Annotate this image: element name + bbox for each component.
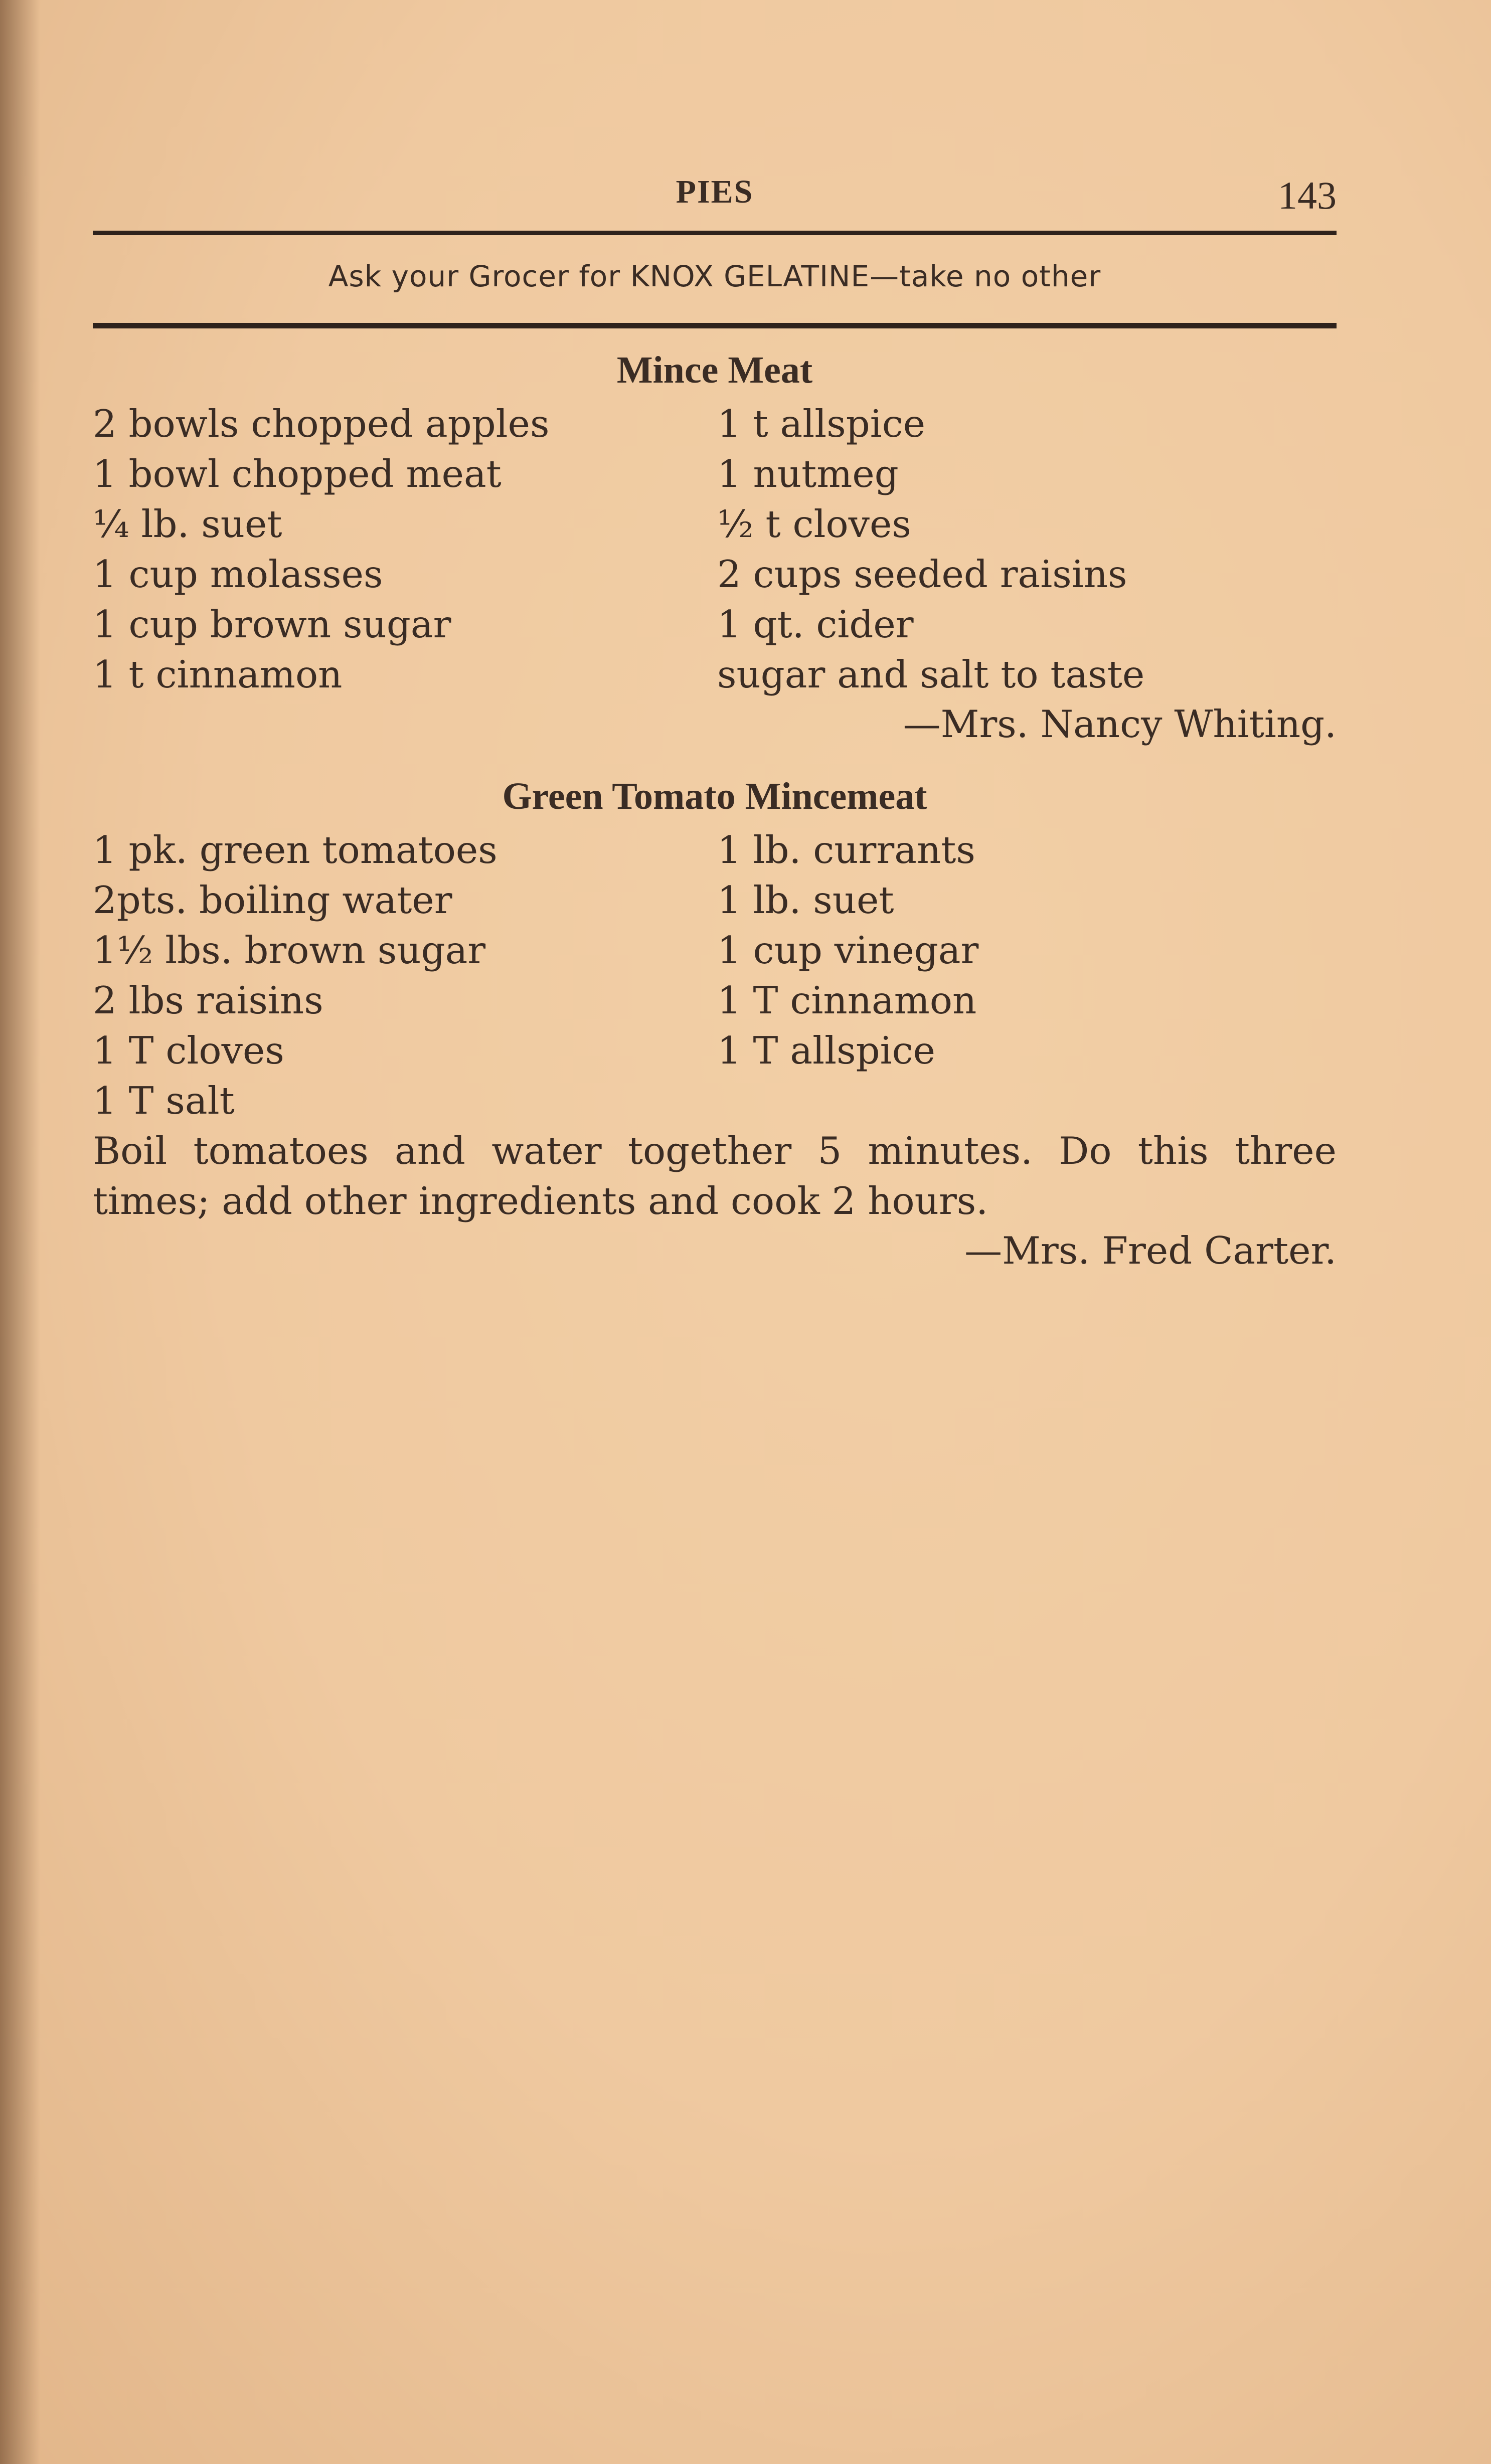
page-number: 143 — [1278, 173, 1337, 217]
ingredient: 1 pk. green tomatoes — [93, 828, 498, 872]
running-head — [93, 173, 1337, 223]
recipe-credit: —Mrs. Nancy Whiting. — [903, 702, 1337, 746]
ingredient: 1 T cloves — [93, 1028, 284, 1073]
ingredient: 1 cup brown sugar — [93, 602, 451, 646]
ingredient: 1 qt. cider — [717, 602, 914, 646]
section-title: PIES — [676, 173, 754, 210]
ingredient: 1 t cinnamon — [93, 652, 343, 696]
ingredient: 1 T cinnamon — [717, 978, 977, 1022]
ingredient: 1 lb. currants — [717, 828, 975, 872]
recipe-title-green-tomato-mincemeat: Green Tomato Mincemeat — [502, 775, 927, 817]
ingredient: 2 lbs raisins — [93, 978, 323, 1022]
ingredient: 1 cup molasses — [93, 552, 383, 596]
ingredient: 2pts. boiling water — [93, 878, 452, 922]
binding-shadow — [0, 0, 40, 2464]
bottom-rule — [93, 323, 1337, 328]
recipe-title-mince-meat: Mince Meat — [616, 349, 813, 391]
ingredient: 1 nutmeg — [717, 452, 899, 496]
top-rule — [93, 231, 1337, 235]
ingredient: 2 cups seeded raisins — [717, 552, 1127, 596]
recipe-credit: —Mrs. Fred Carter. — [964, 1228, 1337, 1273]
ingredient: 1½ lbs. brown sugar — [93, 928, 486, 972]
ingredient: 1 lb. suet — [717, 878, 894, 922]
ingredient: ½ t cloves — [717, 502, 911, 546]
ingredient: 1 T allspice — [717, 1028, 935, 1073]
recipe-directions: Boil tomatoes and water together 5 minutes. Do this three times; add other ingredients and cook 2 hours. — [93, 1129, 1337, 1223]
ingredient: ¼ lb. suet — [93, 502, 282, 546]
ingredient: 2 bowls chopped apples — [93, 402, 550, 446]
ingredient: 1 T salt — [93, 1079, 235, 1123]
advertisement-line: Ask your Grocer for KNOX GELATINE—take no other — [328, 259, 1101, 293]
ingredient: sugar and salt to taste — [717, 652, 1145, 696]
ingredient: 1 t allspice — [717, 402, 926, 446]
ingredient: 1 bowl chopped meat — [93, 452, 502, 496]
ingredient: 1 cup vinegar — [717, 928, 979, 972]
